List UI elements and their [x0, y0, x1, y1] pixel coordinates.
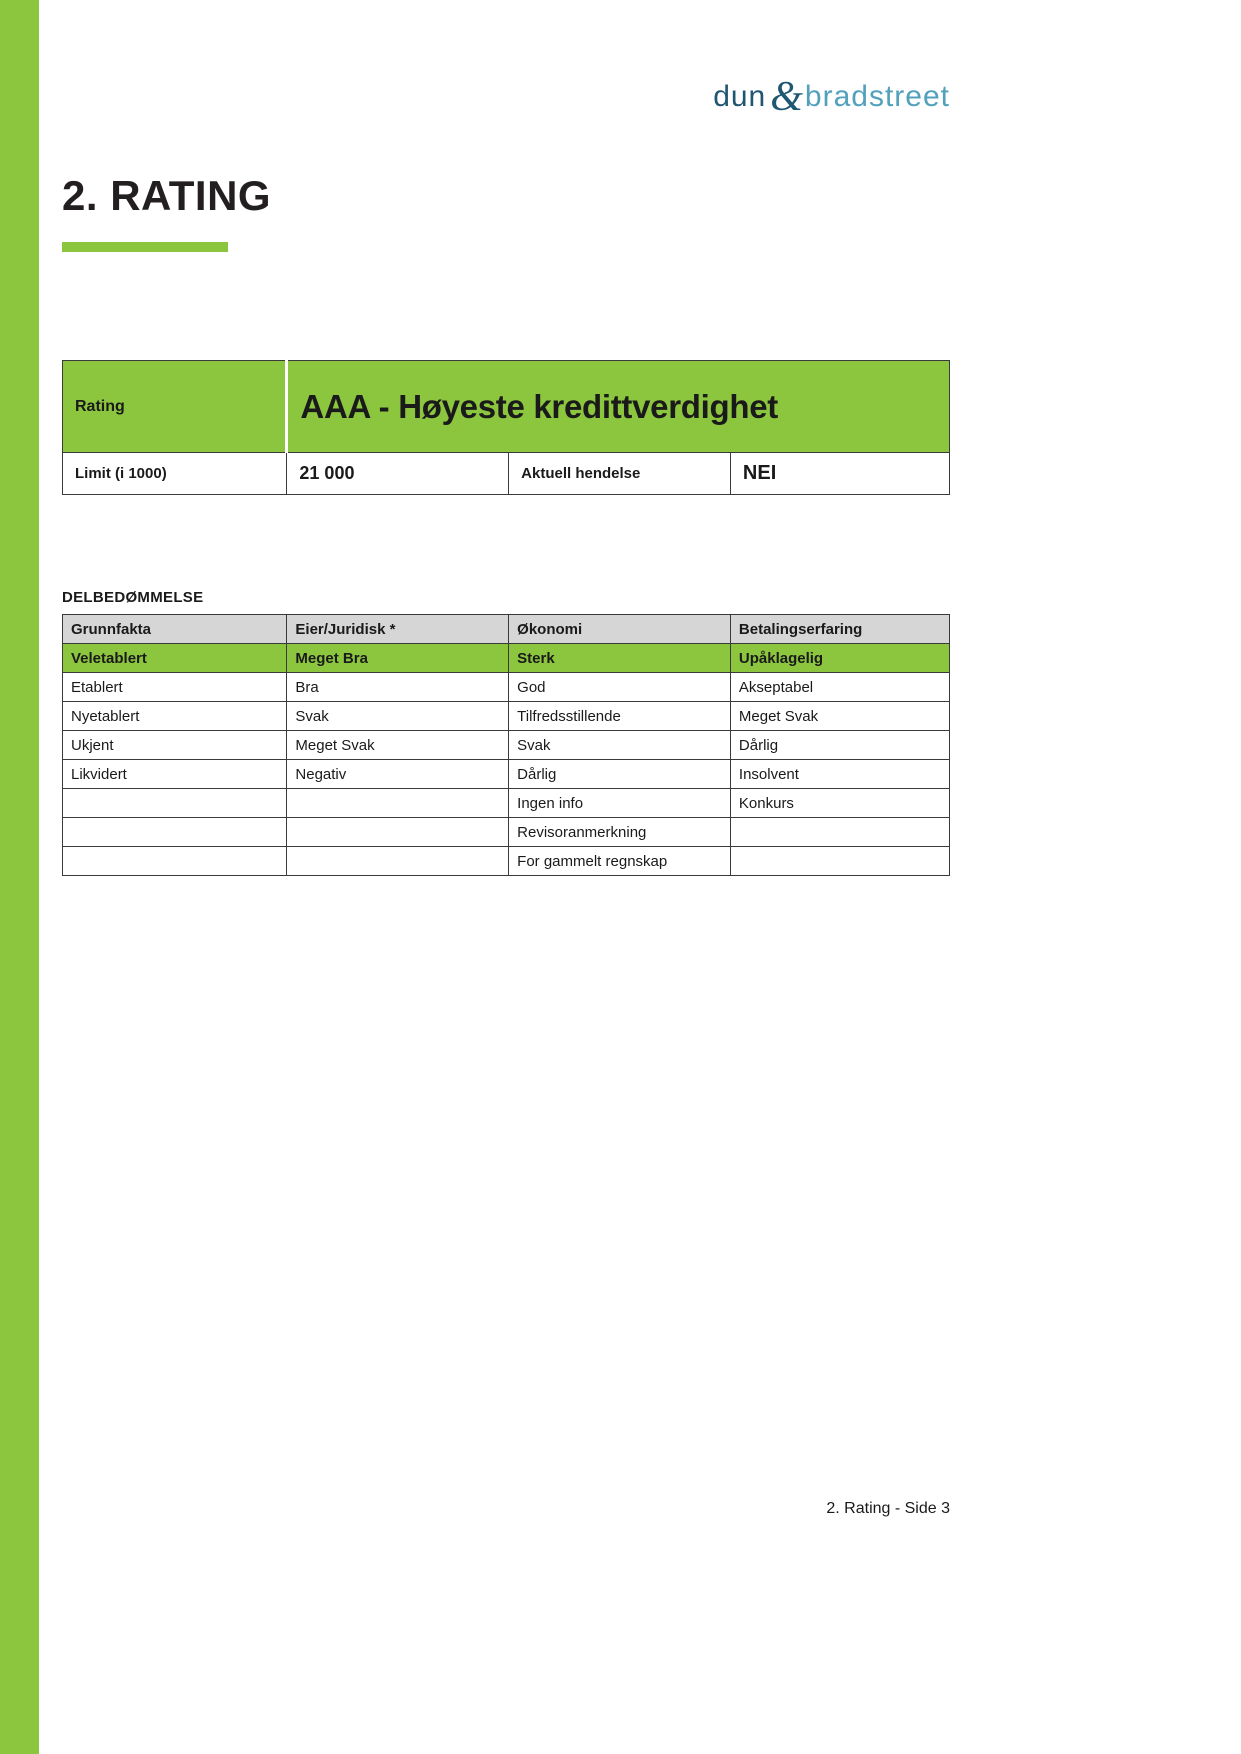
table-cell: Likvidert — [63, 760, 287, 789]
table-cell — [63, 818, 287, 847]
assessment-header-row — [63, 615, 950, 644]
rating-label: Rating — [75, 397, 125, 415]
assessment-table — [62, 614, 950, 876]
table-row — [63, 760, 950, 789]
table-cell — [287, 847, 509, 876]
limit-value: 21 000 — [287, 453, 509, 495]
table-cell: Dårlig — [509, 760, 731, 789]
page-accent-stripe — [0, 0, 39, 1754]
table-cell: Svak — [287, 702, 509, 731]
table-cell: Etablert — [63, 673, 287, 702]
title-underline — [62, 242, 228, 252]
table-cell: God — [509, 673, 731, 702]
rating-value-cell — [287, 361, 950, 453]
selected-cell: Upåklagelig — [730, 644, 949, 673]
table-cell — [63, 847, 287, 876]
logo-bradstreet: bradstreet — [804, 80, 950, 113]
table-row — [63, 731, 950, 760]
rating-header-row — [63, 361, 950, 453]
column-header: Betalingserfaring — [730, 615, 949, 644]
table-row — [63, 702, 950, 731]
logo-dun: dun — [713, 80, 767, 113]
table-row — [63, 818, 950, 847]
dnb-logo — [62, 72, 950, 120]
event-label: Aktuell hendelse — [509, 453, 731, 495]
table-cell — [63, 789, 287, 818]
table-cell: Meget Svak — [730, 702, 949, 731]
page-content — [62, 0, 950, 876]
page-title: 2. RATING — [62, 172, 272, 219]
rating-value: AAA - Høyeste kredittverdighet — [300, 387, 778, 425]
rating-table — [62, 360, 950, 495]
table-cell: For gammelt regnskap — [509, 847, 731, 876]
rating-detail-row — [63, 453, 950, 495]
table-cell — [730, 847, 949, 876]
table-cell: Bra — [287, 673, 509, 702]
table-cell: Revisoranmerkning — [509, 818, 731, 847]
table-cell: Ingen info — [509, 789, 731, 818]
limit-label: Limit (i 1000) — [63, 453, 287, 495]
table-row — [63, 847, 950, 876]
table-cell: Svak — [509, 731, 731, 760]
table-cell — [730, 818, 949, 847]
selected-cell: Meget Bra — [287, 644, 509, 673]
selected-cell: Veletablert — [63, 644, 287, 673]
table-cell: Nyetablert — [63, 702, 287, 731]
table-cell: Akseptabel — [730, 673, 949, 702]
column-header: Grunnfakta — [63, 615, 287, 644]
table-cell: Insolvent — [730, 760, 949, 789]
table-row — [63, 673, 950, 702]
table-cell: Ukjent — [63, 731, 287, 760]
assessment-section-title: DELBEDØMMELSE — [62, 589, 204, 606]
table-cell: Negativ — [287, 760, 509, 789]
column-header: Økonomi — [509, 615, 731, 644]
table-cell — [287, 789, 509, 818]
selected-rating-row — [63, 644, 950, 673]
table-cell: Dårlig — [730, 731, 949, 760]
selected-cell: Sterk — [509, 644, 731, 673]
table-row — [63, 789, 950, 818]
table-cell — [287, 818, 509, 847]
table-cell: Tilfredsstillende — [509, 702, 731, 731]
page-footer: 2. Rating - Side 3 — [826, 1500, 950, 1517]
rating-label-cell — [63, 361, 287, 453]
table-cell: Meget Svak — [287, 731, 509, 760]
event-value: NEI — [730, 453, 949, 495]
logo-ampersand-icon: & — [770, 74, 803, 120]
column-header: Eier/Juridisk * — [287, 615, 509, 644]
table-cell: Konkurs — [730, 789, 949, 818]
